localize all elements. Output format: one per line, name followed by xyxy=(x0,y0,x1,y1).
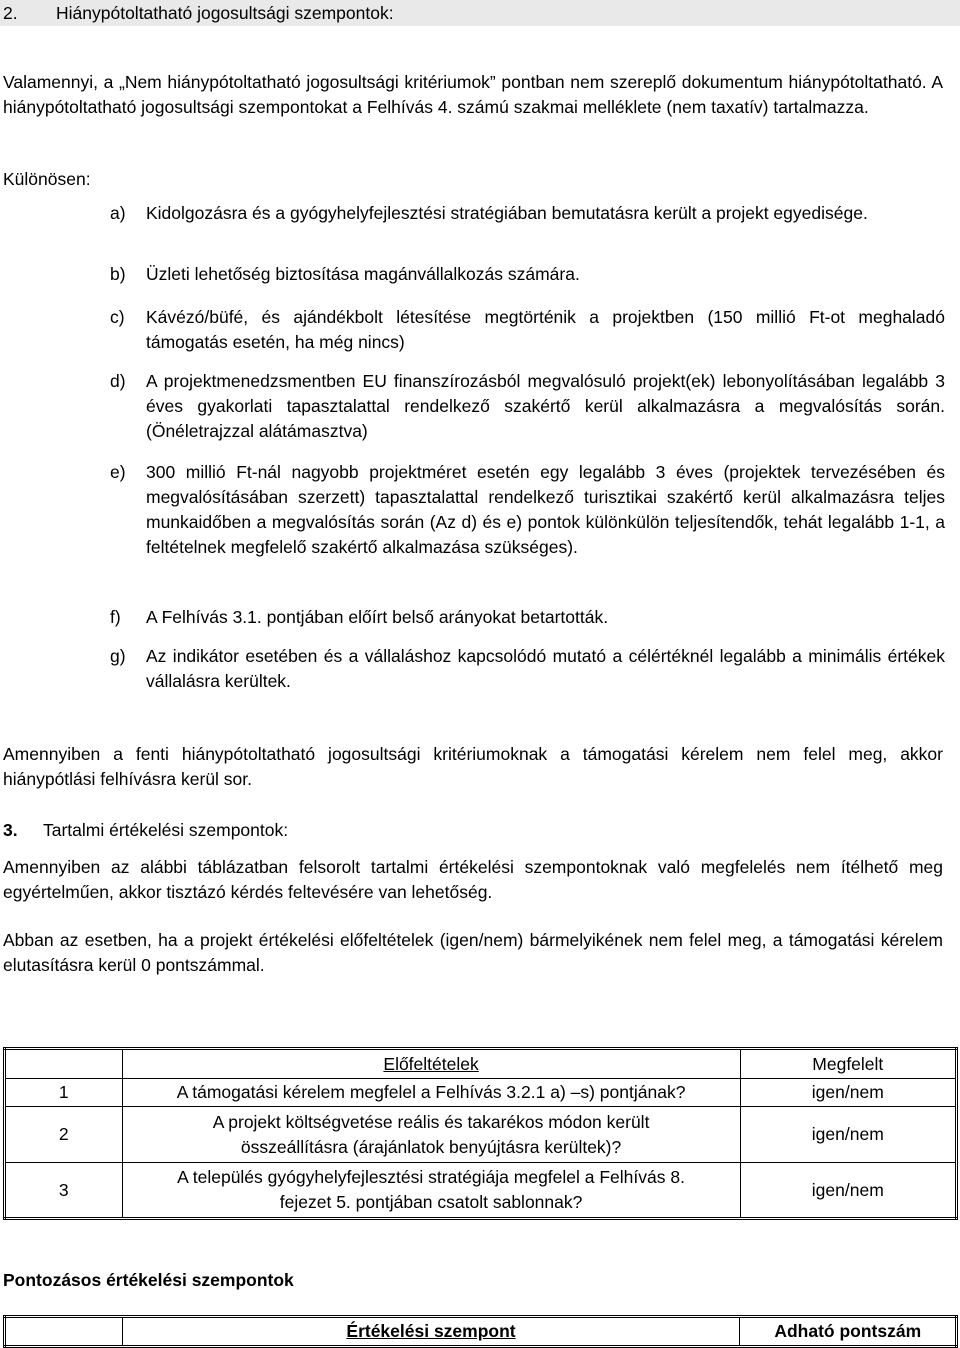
criterion-text: A projektmenedzsmentben EU finanszírozásból megvalósuló projekt(ek) lebonyolításában legalább 3 éves gyakorlati tapasztalattal rendelkező szakértő kerül alkalmazásra a megvalósítás során. (Önéletrajzzal alátámasztva) xyxy=(146,371,945,441)
section-2-heading xyxy=(3,0,394,26)
row-text-line: A település gyógyhelyfejlesztési stratégiája megfelel a Felhívás 8. xyxy=(177,1167,685,1187)
section-3-title: Tartalmi értékelési szempontok: xyxy=(43,820,289,840)
row-number: 3 xyxy=(5,1163,123,1219)
row-text-line: fejezet 5. pontjában csatolt sablonnak? xyxy=(279,1192,583,1212)
section-3-number: 3. xyxy=(3,820,18,840)
list-item xyxy=(110,201,945,226)
table-row xyxy=(5,1079,957,1107)
section-2-number: 2. xyxy=(3,3,18,23)
row-text-line: A projekt költségvetése reális és takarékos módon került xyxy=(212,1111,650,1132)
row-answer: igen/nem xyxy=(740,1107,956,1163)
criterion-text: Az indikátor esetében és a vállaláshoz kapcsolódó mutató a célértéknél legalább a minimális értékek vállalásra kerültek. xyxy=(146,646,945,691)
criterion-label: d) xyxy=(110,371,126,391)
criterion-text: Üzleti lehetőség biztosítása magánvállalkozás számára. xyxy=(146,264,580,284)
row-text-line: összeállításra (árajánlatok benyújtásra kerültek)? xyxy=(240,1136,622,1157)
list-item xyxy=(110,460,945,560)
prerequisites-table xyxy=(3,1047,958,1220)
list-item xyxy=(110,605,945,630)
table-header-prerequisites: Előfeltételek xyxy=(122,1049,740,1079)
criterion-label: c) xyxy=(110,307,125,327)
criterion-label: g) xyxy=(110,646,126,666)
table-header-points: Adható pontszám xyxy=(740,1317,957,1347)
section-3-paragraph-1: Amennyiben az alábbi táblázatban felsorolt tartalmi értékelési szempontoknak való megfelelés nem ítélhető meg egyértelműen, akkor tisztázó kérdés feltevésére van lehetőség. xyxy=(3,857,943,902)
scoring-table xyxy=(3,1315,958,1348)
section-2-title: Hiánypótoltatható jogosultsági szempontok: xyxy=(56,3,394,23)
scoring-title: Pontozásos értékelési szempontok xyxy=(3,1270,294,1290)
intro-paragraph: Valamennyi, a „Nem hiánypótoltatható jogosultsági kritériumok” pontban nem szereplő dokumentum hiánypótoltatható. A hiánypótoltatható jogosultsági szempontokat a Felhívás 4. számú szakmai melléklete (nem taxatív) tartalmazza. xyxy=(3,72,943,117)
list-item xyxy=(110,305,945,355)
table-row xyxy=(5,1107,957,1163)
section-3-paragraph-2: Abban az esetben, ha a projekt értékelési előfeltételek (igen/nem) bármelyikének nem felel meg, a támogatási kérelem elutasításra kerül 0 pontszámmal. xyxy=(3,930,943,975)
table-header-cell-empty xyxy=(5,1049,123,1079)
row-text xyxy=(122,1163,740,1219)
criterion-label: f) xyxy=(110,607,121,627)
fallback-paragraph: Amennyiben a fenti hiánypótoltatható jogosultsági kritériumoknak a támogatási kérelem nem felel meg, akkor hiánypótlási felhívásra kerül sor. xyxy=(3,744,943,789)
row-answer: igen/nem xyxy=(740,1163,956,1219)
table-header-criterion: Értékelési szempont xyxy=(122,1317,740,1347)
list-item xyxy=(110,644,945,694)
row-text: A támogatási kérelem megfelel a Felhívás 3.2.1 a) –s) pontjának? xyxy=(122,1079,740,1107)
criterion-label: e) xyxy=(110,462,126,482)
especially-label: Különösen: xyxy=(3,169,91,189)
criterion-label: a) xyxy=(110,203,126,223)
criterion-text: Kidolgozásra és a gyógyhelyfejlesztési stratégiában bemutatásra került a projekt egyedisége. xyxy=(146,203,868,223)
list-item xyxy=(110,369,945,444)
table-header-row xyxy=(5,1049,957,1079)
row-number: 2 xyxy=(5,1107,123,1163)
row-number: 1 xyxy=(5,1079,123,1107)
list-item xyxy=(110,262,945,287)
criterion-label: b) xyxy=(110,264,126,284)
section-3-heading xyxy=(3,818,289,843)
criterion-text: 300 millió Ft-nál nagyobb projektméret esetén egy legalább 3 éves (projektek tervezésében és megvalósításában szerzett) tapasztalattal rendelkező turisztikai szakértő kerül alkalmazásra teljes munkaidőben a megvalósítás során (Az d) és e) pontok különkülön teljesítendők, tehát legalább 1-1, a feltételnek megfelelő szakértő alkalmazása szükséges). xyxy=(146,462,945,557)
row-text xyxy=(122,1107,740,1163)
table-header-row xyxy=(5,1317,957,1347)
table-header-cell-empty xyxy=(5,1317,123,1347)
criterion-text: A Felhívás 3.1. pontjában előírt belső arányokat betartották. xyxy=(146,607,609,627)
table-row xyxy=(5,1163,957,1219)
row-answer: igen/nem xyxy=(740,1079,956,1107)
criterion-text: Kávézó/büfé, és ajándékbolt létesítése megtörténik a projektben (150 millió Ft-ot meghaladó támogatás esetén, ha még nincs) xyxy=(146,307,945,352)
table-header-result: Megfelelt xyxy=(740,1049,956,1079)
